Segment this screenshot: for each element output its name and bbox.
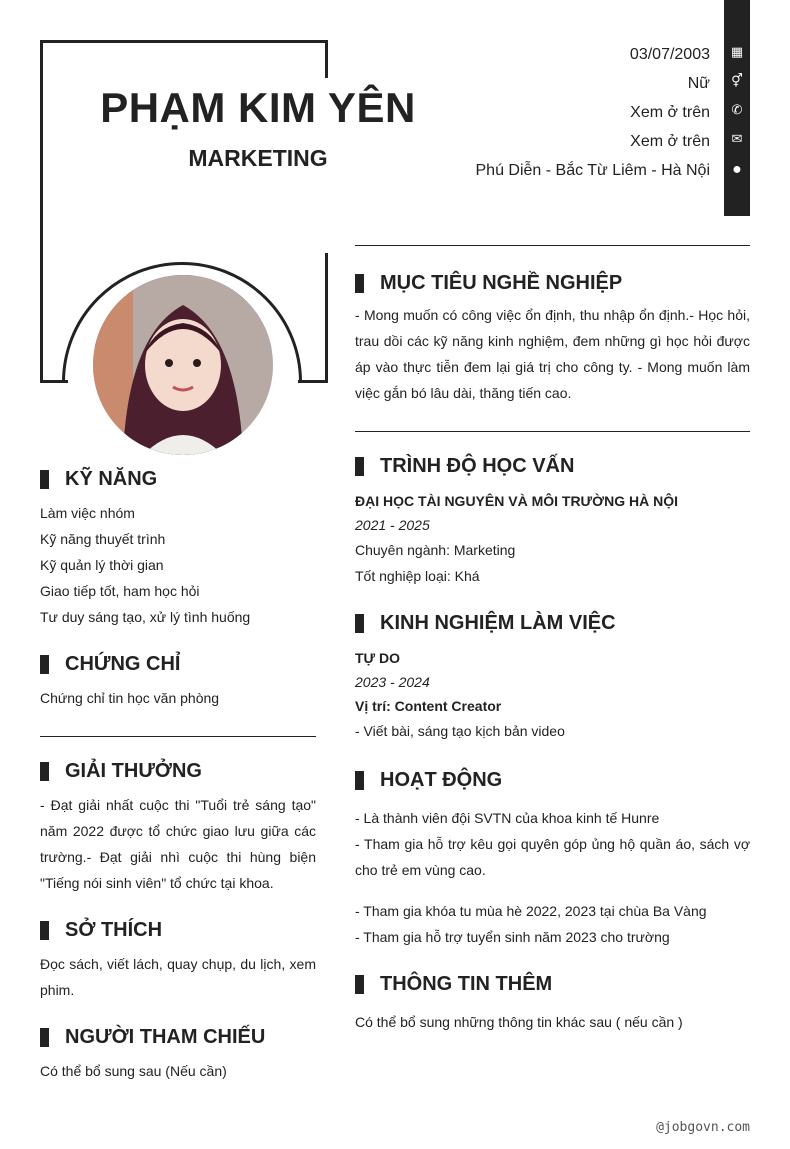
education-grade: Tốt nghiệp loại: Khá <box>355 568 480 584</box>
hobbies-heading: SỞ THÍCH <box>40 919 162 942</box>
school-name: ĐẠI HỌC TÀI NGUYÊN VÀ MÔI TRƯỜNG HÀ NỘI <box>355 493 679 509</box>
experience-details <box>355 646 750 744</box>
address: Phú Diễn - Bắc Từ Liêm - Hà Nội <box>475 162 710 179</box>
certificates-list <box>40 685 320 711</box>
list-item: Chứng chỉ tin học văn phòng <box>40 690 220 706</box>
education-details <box>355 489 750 589</box>
list-item: Tư duy sáng tạo, xử lý tình huống <box>40 609 251 625</box>
candidate-name: PHẠM KIM YÊN <box>100 84 416 131</box>
list-item: Kỹ năng thuyết trình <box>40 531 166 547</box>
certificates-heading: CHỨNG CHỈ <box>40 653 180 676</box>
education-heading: TRÌNH ĐỘ HỌC VẤN <box>355 455 574 478</box>
awards-heading: GIẢI THƯỞNG <box>40 760 202 783</box>
awards-text: - Đạt giải nhất cuộc thi "Tuổi trẻ sáng tạo" năm 2022 được tổ chức giao lưu giữa các trường.- Đạt giải nhì cuộc thi hùng biện "Tiếng nói sinh viên" tổ chức tại khoa. <box>40 797 316 891</box>
extra-text: Có thể bổ sung những thông tin khác sau ( nếu cần ) <box>355 1014 683 1030</box>
frame-top-right-line <box>325 40 328 78</box>
calendar-icon: ▦ <box>730 44 744 59</box>
activities-list <box>355 805 750 950</box>
list-item: - Là thành viên đội SVTN của khoa kinh tế Hunre <box>355 810 660 826</box>
frame-top-line <box>40 40 328 43</box>
birth-date: 03/07/2003 <box>629 46 710 63</box>
objective-text: - Mong muốn có công việc ổn định, thu nhập ổn định.- Học hỏi, trau dồi các kỹ năng kinh nghiệm, đem những gì học hỏi được áp vào thực tiễn đem lại giá trị cho công ty. - Mong muốn làm việc gắn bó lâu dài, thăng tiến cao. <box>355 307 750 401</box>
company-name: TỰ DO <box>355 650 401 666</box>
references-text: Có thể bổ sung sau (Nếu cần) <box>40 1063 227 1079</box>
frame-bottom-right-line <box>298 380 328 383</box>
list-item: - Tham gia khóa tu mùa hè 2022, 2023 tại chùa Ba Vàng <box>355 903 707 919</box>
list-item: - Tham gia hỗ trợ tuyển sinh năm 2023 cho trường <box>355 929 670 945</box>
list-item: Làm việc nhóm <box>40 505 135 521</box>
objective-heading: MỤC TIÊU NGHỀ NGHIỆP <box>355 272 622 295</box>
education-period: 2021 - 2025 <box>355 517 430 533</box>
education-major: Chuyên ngành: Marketing <box>355 542 516 558</box>
activities-heading: HOẠT ĐỘNG <box>355 769 502 792</box>
candidate-role: MARKETING <box>188 145 328 171</box>
email: Xem ở trên <box>630 133 710 150</box>
avatar <box>93 275 273 455</box>
experience-heading: KINH NGHIỆM LÀM VIỆC <box>355 612 616 635</box>
hobbies-text: Đọc sách, viết lách, quay chụp, du lịch, xem phim. <box>40 956 316 998</box>
references-heading: NGƯỜI THAM CHIẾU <box>40 1026 265 1049</box>
phone-icon: ✆ <box>731 102 743 117</box>
experience-period: 2023 - 2024 <box>355 674 430 690</box>
mail-icon: ✉ <box>731 131 743 146</box>
footer-watermark: @jobgovn.com <box>656 1120 750 1135</box>
experience-position: Vị trí: Content Creator <box>355 698 502 714</box>
frame-left-line <box>40 40 43 383</box>
gender: Nữ <box>687 75 710 92</box>
experience-description: - Viết bài, sáng tạo kịch bản video <box>355 723 565 739</box>
phone: Xem ở trên <box>630 104 710 121</box>
skills-list <box>40 500 320 630</box>
right-divider-top <box>355 245 750 246</box>
right-divider-middle <box>355 431 750 432</box>
avatar-photo <box>93 275 273 455</box>
frame-right-line <box>325 253 328 383</box>
contact-list <box>476 40 711 185</box>
list-item: Giao tiếp tốt, ham học hỏi <box>40 583 200 599</box>
left-divider <box>40 736 316 737</box>
extra-heading: THÔNG TIN THÊM <box>355 973 552 996</box>
location-icon: ● <box>732 161 742 178</box>
contact-icon-bar <box>724 0 750 216</box>
list-item: Kỹ quản lý thời gian <box>40 557 164 573</box>
gender-icon: ⚥ <box>731 73 743 88</box>
skills-heading: KỸ NĂNG <box>40 468 157 491</box>
list-item: - Tham gia hỗ trợ kêu gọi quyên góp ủng hộ quần áo, sách vợ cho trẻ em vùng cao. <box>355 836 750 878</box>
